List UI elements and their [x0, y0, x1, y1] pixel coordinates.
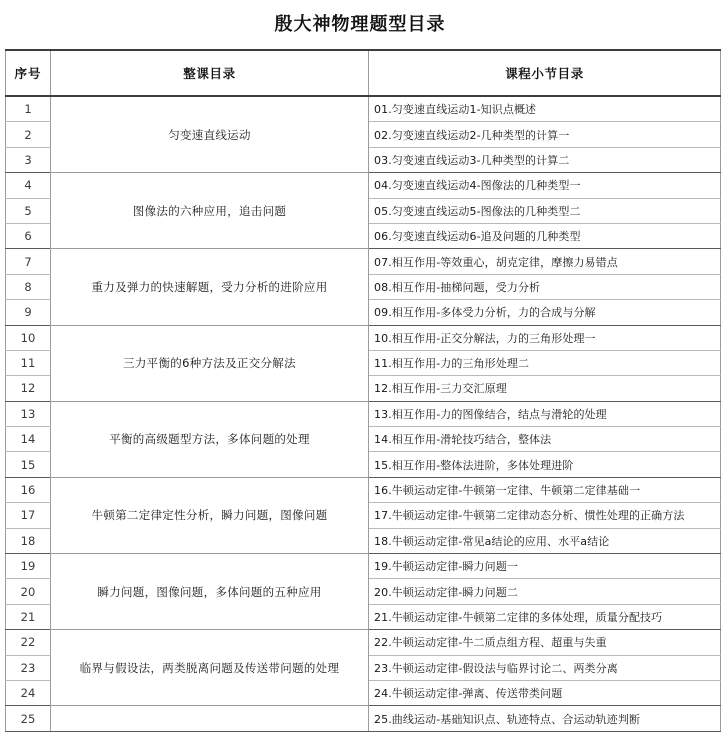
sub-catalog-cell: 08.相互作用-抽梯问题，受力分析: [369, 274, 721, 299]
table-row: [6, 173, 721, 198]
course-catalog-table: [5, 49, 721, 732]
sub-catalog-cell: 11.相互作用-力的三角形处理二: [369, 350, 721, 375]
sub-catalog-cell: 21.牛顿运动定律-牛顿第二定律的多体处理，质量分配技巧: [369, 604, 721, 629]
main-catalog-cell: 图像法的六种应用，追击问题: [51, 173, 369, 249]
row-index-cell: 3: [6, 147, 51, 172]
main-catalog-cell: 牛顿第二定律定性分析，瞬力问题，图像问题: [51, 477, 369, 553]
row-index-cell: 16: [6, 477, 51, 502]
sub-catalog-cell: 04.匀变速直线运动4-图像法的几种类型一: [369, 173, 721, 198]
table-row: [6, 249, 721, 274]
table-row: [6, 477, 721, 502]
row-index-cell: 13: [6, 401, 51, 426]
table-row: [6, 325, 721, 350]
row-index-cell: 5: [6, 198, 51, 223]
column-header-sub-catalog: 课程小节目录: [369, 50, 721, 96]
sub-catalog-cell: 17.牛顿运动定律-牛顿第二定律动态分析、惯性处理的正确方法: [369, 503, 721, 528]
table-header-row: [6, 50, 721, 96]
sub-catalog-cell: 15.相互作用-整体法进阶，多体处理进阶: [369, 452, 721, 477]
main-catalog-cell: 平衡的高级题型方法，多体问题的处理: [51, 401, 369, 477]
sub-catalog-cell: 03.匀变速直线运动3-几种类型的计算二: [369, 147, 721, 172]
row-index-cell: 21: [6, 604, 51, 629]
row-index-cell: 4: [6, 173, 51, 198]
sub-catalog-cell: 07.相互作用-等效重心，胡克定律，摩擦力易错点: [369, 249, 721, 274]
sub-catalog-cell: 12.相互作用-三力交汇原理: [369, 376, 721, 401]
row-index-cell: 8: [6, 274, 51, 299]
sub-catalog-cell: 13.相互作用-力的图像结合，结点与滑轮的处理: [369, 401, 721, 426]
page-title: 殷大神物理题型目录: [274, 14, 446, 35]
row-index-cell: 15: [6, 452, 51, 477]
sub-catalog-cell: 14.相互作用-滑轮技巧结合，整体法: [369, 427, 721, 452]
main-catalog-cell: 匀变速直线运动: [51, 96, 369, 173]
sub-catalog-cell: 06.匀变速直线运动6-追及问题的几种类型: [369, 223, 721, 248]
row-index-cell: 22: [6, 630, 51, 655]
sub-catalog-cell: 25.曲线运动-基础知识点、轨迹特点、合运动轨迹判断: [369, 706, 721, 731]
main-catalog-cell: 三力平衡的6种方法及正交分解法: [51, 325, 369, 401]
row-index-cell: 18: [6, 528, 51, 553]
sub-catalog-cell: 02.匀变速直线运动2-几种类型的计算一: [369, 122, 721, 147]
table-row: [6, 401, 721, 426]
main-catalog-cell: 瞬力问题，图像问题，多体问题的五种应用: [51, 554, 369, 630]
sub-catalog-cell: 05.匀变速直线运动5-图像法的几种类型二: [369, 198, 721, 223]
sub-catalog-cell: 20.牛顿运动定律-瞬力问题二: [369, 579, 721, 604]
sub-catalog-cell: 10.相互作用-正交分解法，力的三角形处理一: [369, 325, 721, 350]
row-index-cell: 11: [6, 350, 51, 375]
table-row: [6, 96, 721, 122]
sub-catalog-cell: 16.牛顿运动定律-牛顿第一定律、牛顿第二定律基础一: [369, 477, 721, 502]
row-index-cell: 2: [6, 122, 51, 147]
table-row: [6, 630, 721, 655]
sub-catalog-cell: 18.牛顿运动定律-常见a结论的应用、水平a结论: [369, 528, 721, 553]
sub-catalog-cell: 19.牛顿运动定律-瞬力问题一: [369, 554, 721, 579]
row-index-cell: 9: [6, 300, 51, 325]
main-catalog-cell: 临界与假设法，两类脱离问题及传送带问题的处理: [51, 630, 369, 706]
row-index-cell: 25: [6, 706, 51, 731]
main-catalog-cell: 重力及弹力的快速解题，受力分析的进阶应用: [51, 249, 369, 325]
sub-catalog-cell: 23.牛顿运动定律-假设法与临界讨论二、两类分离: [369, 655, 721, 680]
row-index-cell: 24: [6, 680, 51, 705]
table-row: [6, 554, 721, 579]
main-catalog-cell: [51, 706, 369, 731]
table-row: [6, 706, 721, 731]
sub-catalog-cell: 22.牛顿运动定律-牛二质点组方程、超重与失重: [369, 630, 721, 655]
sub-catalog-cell: 09.相互作用-多体受力分析，力的合成与分解: [369, 300, 721, 325]
row-index-cell: 14: [6, 427, 51, 452]
row-index-cell: 6: [6, 223, 51, 248]
column-header-index: 序号: [6, 50, 51, 96]
row-index-cell: 19: [6, 554, 51, 579]
row-index-cell: 23: [6, 655, 51, 680]
row-index-cell: 12: [6, 376, 51, 401]
row-index-cell: 10: [6, 325, 51, 350]
table-body: [6, 96, 721, 731]
row-index-cell: 17: [6, 503, 51, 528]
column-header-main-catalog: 整课目录: [51, 50, 369, 96]
row-index-cell: 20: [6, 579, 51, 604]
sub-catalog-cell: 01.匀变速直线运动1-知识点概述: [369, 96, 721, 122]
row-index-cell: 1: [6, 96, 51, 122]
row-index-cell: 7: [6, 249, 51, 274]
sub-catalog-cell: 24.牛顿运动定律-弹离、传送带类问题: [369, 680, 721, 705]
